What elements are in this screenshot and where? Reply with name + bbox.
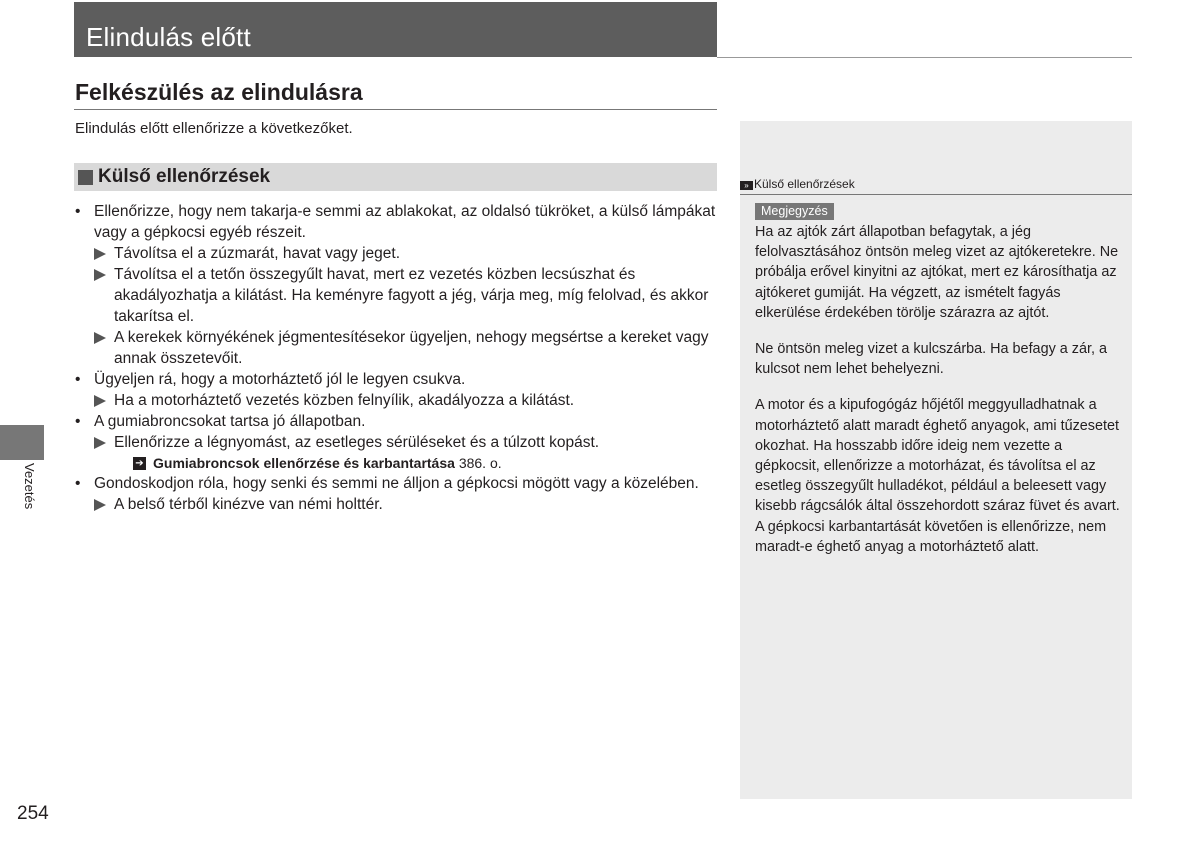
sub-item — [94, 494, 720, 515]
sub-item — [94, 432, 720, 453]
subsection-title: Külső ellenőrzések — [98, 166, 271, 187]
bullet-icon: • — [75, 371, 81, 388]
chapter-title: Elindulás előtt — [86, 22, 251, 52]
sidebar-rule — [740, 194, 1132, 195]
subsection-header — [74, 163, 717, 191]
arrow-right-icon: ➔ — [133, 457, 146, 470]
header-rule — [717, 57, 1132, 58]
bullet-icon: • — [75, 413, 81, 430]
triangle-icon — [94, 248, 106, 260]
triangle-icon — [94, 332, 106, 344]
section-title: Felkészülés az elindulásra — [75, 79, 363, 105]
sidebar-heading-text: Külső ellenőrzések — [754, 177, 855, 191]
sub-item — [94, 264, 720, 327]
triangle-icon — [94, 437, 106, 449]
list-item-text: Ellenőrizze, hogy nem takarja-e semmi az ablakokat, az oldalsó tükröket, a külső lámpákat vagy a gépkocsi egyéb részeit. — [94, 203, 716, 241]
sub-item-text: A belső térből kinézve van némi holttér. — [114, 496, 383, 513]
list-item-text: Gondoskodjon róla, hogy senki és semmi ne álljon a gépkocsi mögött vagy a közelében. — [94, 475, 699, 492]
reference-title[interactable]: Gumiabroncsok ellenőrzése és karbantartása — [153, 455, 455, 471]
list-item — [75, 369, 720, 390]
sub-item-text: Távolítsa el a tetőn összegyűlt havat, mert ez vezetés közben lecsúszhat és akadályozhatja a kilátást. Ha keményre fagyott a jég, várja meg, míg felolvad, és akkor takarítsa el. — [114, 266, 709, 325]
sidebar-paragraph: A motor és a kipufogógáz hőjétől meggyulladhatnak a motorháztető alatt maradt éghető anyagok, ami tűzesetet okozhat. Ha hosszabb időre ideig nem vezette a gépkocsit, ellenőrizze a motorházat, és távolítsa el az esetleg összegyűlt hulladékot, például a beleesett vagy kisebb rágcsálók által összehordott száraz füvet és avart. A gépkocsi karbantartását követően is ellenőrizze, nem maradt-e éghető anyag a motorháztető alatt. — [755, 397, 1120, 555]
section-intro: Elindulás előtt ellenőrizze a következőket. — [75, 120, 353, 137]
chapter-tab-label: Vezetés — [22, 463, 37, 510]
checklist — [75, 201, 720, 515]
double-arrow-icon: » — [740, 181, 753, 190]
sub-item-text: Távolítsa el a zúzmarát, havat vagy jeget. — [114, 245, 401, 262]
triangle-icon — [94, 395, 106, 407]
section-rule — [74, 109, 717, 110]
sub-item-text: Ha a motorháztető vezetés közben felnyílik, akadályozza a kilátást. — [114, 392, 575, 409]
reference-page: 386. o. — [458, 455, 502, 471]
chapter-tab[interactable] — [0, 425, 44, 460]
bullet-icon: • — [75, 203, 81, 220]
note-label: Megjegyzés — [755, 203, 834, 220]
page-number: 254 — [17, 803, 49, 824]
sub-item-text: A kerekek környékének jégmentesítésekor ügyeljen, nehogy megsértse a kereket vagy annak összetevőit. — [114, 329, 709, 367]
sub-item-text: Ellenőrizze a légnyomást, az esetleges sérüléseket és a túlzott kopást. — [114, 434, 600, 451]
chapter-header — [74, 2, 717, 57]
bullet-icon: • — [75, 475, 81, 492]
cross-reference-link[interactable] — [133, 453, 720, 473]
list-item — [75, 411, 720, 432]
sidebar-paragraph: Ha az ajtók zárt állapotban befagytak, a jég felolvasztásához öntsön meleg vizet az ajtókeretekre. Ne próbálja erővel kinyitni az ajtókat, mert ez károsíthatja az ajtókeret gumiját. Ha végzett, az ismételt fagyás elkerülése érdekében törölje szárazra az ajtót. — [755, 224, 1119, 321]
triangle-icon — [94, 269, 106, 281]
list-item — [75, 473, 720, 494]
sub-item — [94, 390, 720, 411]
sub-item — [94, 243, 720, 264]
square-icon — [78, 170, 93, 185]
list-item-text: Ügyeljen rá, hogy a motorháztető jól le legyen csukva. — [94, 371, 466, 388]
sub-item — [94, 327, 720, 369]
sidebar-text — [755, 222, 1120, 573]
sidebar-heading — [740, 175, 1132, 195]
sidebar-paragraph: Ne öntsön meleg vizet a kulcszárba. Ha befagy a zár, a kulcsot nem lehet behelyezni. — [755, 341, 1107, 378]
triangle-icon — [94, 499, 106, 511]
list-item — [75, 201, 720, 243]
list-item-text: A gumiabroncsokat tartsa jó állapotban. — [94, 413, 366, 430]
